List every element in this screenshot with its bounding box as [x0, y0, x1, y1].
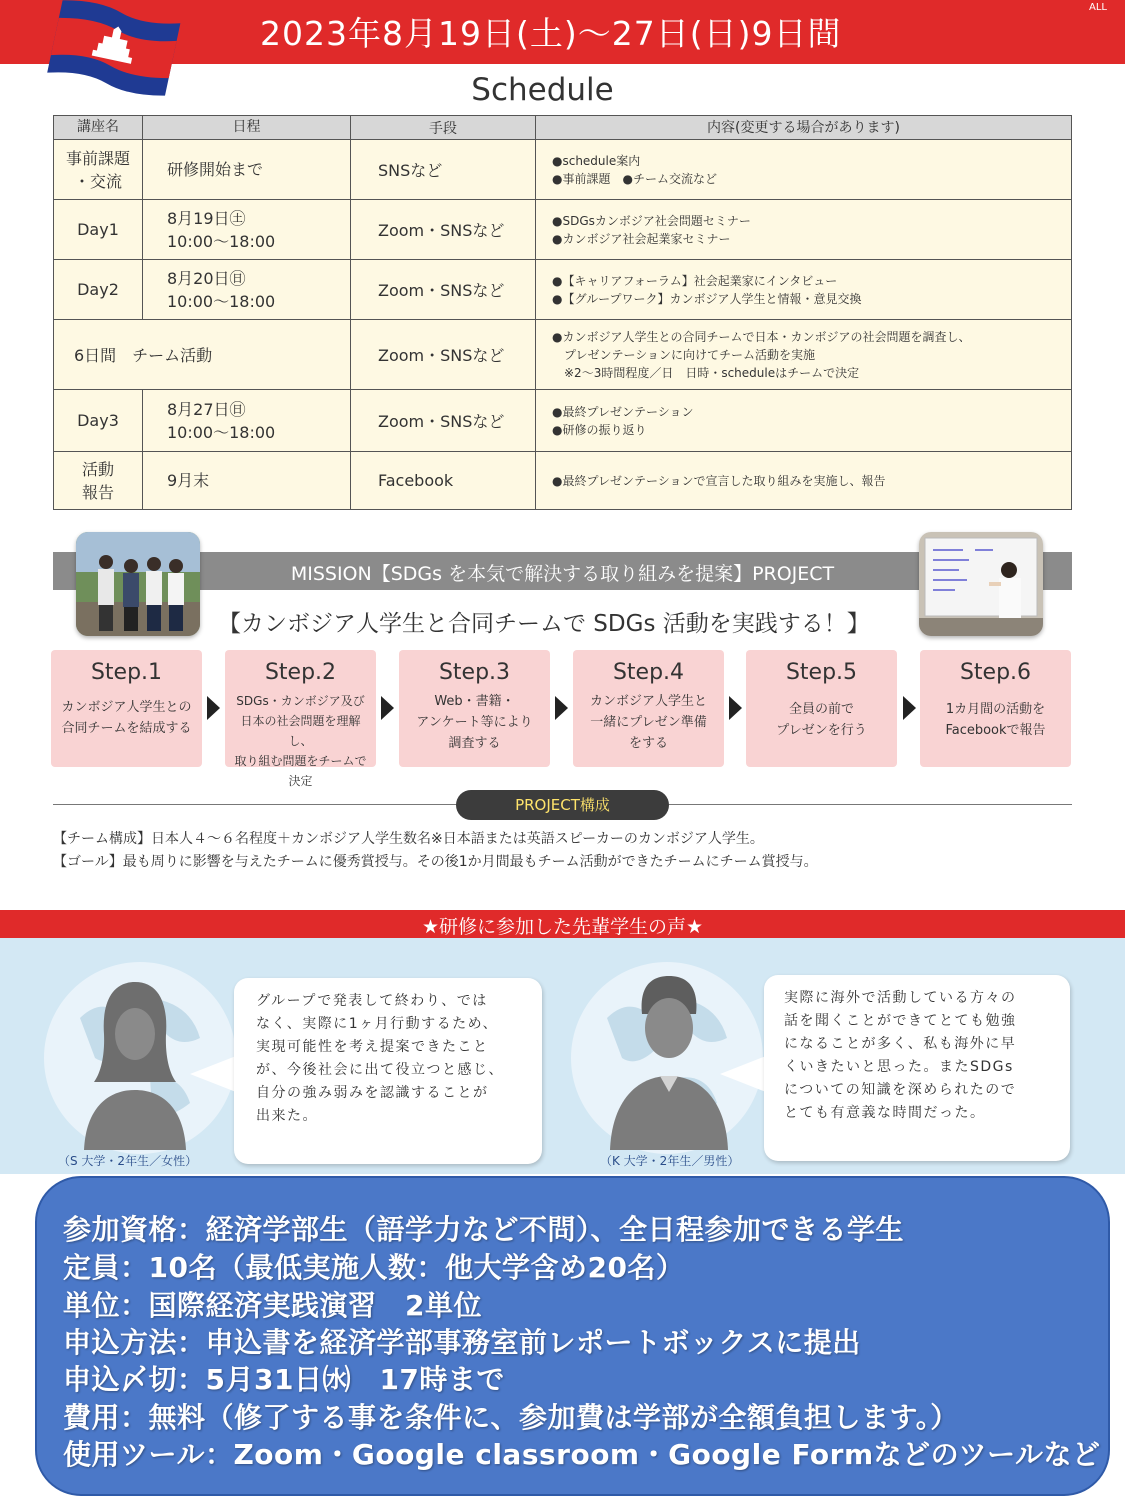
team-composition: 【チーム構成】日本人４～６名程度＋カンボジア人学生数名※日本語または英語スピーカーのカンボジア人学生。 — [53, 831, 764, 847]
column-header: 内容(変更する場合があります) — [536, 116, 1072, 140]
arrow-right-icon — [903, 696, 916, 720]
row-content — [536, 200, 1072, 260]
row-means: Zoom・SNSなど — [351, 390, 536, 452]
mission-title: MISSION【SDGs を本気で解決する取り組みを提案】PROJECT — [290, 563, 835, 585]
step-label: Step.2 — [264, 660, 337, 685]
row-date: 8月19日㊏ 10:00～18:00 — [143, 200, 351, 260]
cost: 費用：無料（修了する事を条件に、参加費は学部が全額負担します。） — [63, 1401, 959, 1434]
voices-title: ★研修に参加した先輩学生の声★ — [421, 916, 704, 938]
row-content — [536, 320, 1072, 390]
row-means: Facebook — [351, 452, 536, 510]
bubble-tail — [720, 1056, 766, 1092]
content-line: ●カンボジア人学生との合同チームで日本・カンボジアの社会問題を調査し、 — [552, 329, 971, 344]
row-content — [536, 260, 1072, 320]
step-desc: カンボジア人学生と 一緒にプレゼン準備 をする — [589, 694, 707, 751]
bubble-tail — [190, 1056, 236, 1092]
row-name: 活動 報告 — [54, 452, 143, 510]
step-desc: Web・書籍・ アンケート等により 調査する — [416, 694, 533, 751]
row-merged: 6日間 チーム活動 — [54, 320, 351, 390]
row-date: 8月27日㊐ 10:00～18:00 — [143, 390, 351, 452]
goal-text: 【ゴール】最も周りに影響を与えたチームに優秀賞授与。その後1か月間最もチーム活動ができたチームにチーム賞授与。 — [53, 854, 818, 870]
step-desc: 1カ月間の活動を Facebookで報告 — [945, 702, 1046, 738]
voice-bubble-2: 実際に海外で活動している方々の 話を聞くことができてとても勉強 になることが多く、私も海外に早 くいきたいと思った。またSDGs についての知識を深められたので とても有意義な時間だった。 — [764, 975, 1070, 1161]
row-content — [536, 140, 1072, 200]
voice-caption-2: （K 大学・2年生／男性） — [600, 1154, 740, 1168]
male-avatar-icon — [604, 970, 734, 1150]
tools: 使用ツール：Zoom・Google classroom・Google Formなどのツールなど — [63, 1438, 1101, 1471]
row-content — [536, 452, 1072, 510]
row-date: 8月20日㊐ 10:00～18:00 — [143, 260, 351, 320]
table-row — [54, 452, 1072, 510]
credits: 単位：国際経済実践演習 2単位 — [63, 1289, 482, 1322]
step-desc: SDGs・カンボジア及び 日本の社会問題を理解し、 取り組む問題をチームで決定 — [234, 694, 367, 788]
table-row — [54, 140, 1072, 200]
row-name: Day2 — [54, 260, 143, 320]
row-name: Day1 — [54, 200, 143, 260]
schedule-table — [53, 115, 1072, 510]
row-means: SNSなど — [351, 140, 536, 200]
capacity: 定員：10名（最低実施人数：他大学含め20名） — [63, 1251, 685, 1284]
step-desc: カンボジア人学生との 合同チームを結成する — [61, 700, 192, 736]
schedule-title: Schedule — [471, 72, 614, 108]
table-header-row — [54, 116, 1072, 140]
step-card-1 — [51, 650, 202, 767]
row-date: 研修開始まで — [143, 140, 351, 200]
table-row — [54, 320, 1072, 390]
step-card-6 — [920, 650, 1071, 767]
eligibility: 参加資格：経済学部生（語学力など不問）、全日程参加できる学生 — [63, 1213, 905, 1246]
content-line: ●カンボジア社会起業家セミナー — [552, 231, 731, 246]
content-line: ●事前課題 ●チーム交流など — [552, 171, 717, 186]
content-line: ●研修の振り返り — [552, 422, 647, 437]
content-line: ※2～3時間程度／日 日時・scheduleはチームで決定 — [552, 365, 860, 380]
students-photo — [76, 532, 200, 636]
content-line: ●最終プレゼンテーションで宣言した取り組みを実施し、報告 — [552, 473, 886, 488]
content-line: ●schedule案内 — [552, 153, 641, 168]
table-row — [54, 260, 1072, 320]
content-line: ●【グループワーク】カンボジア人学生と情報・意見交換 — [552, 291, 862, 306]
corner-label: ALL — [1089, 2, 1107, 13]
presentation-photo — [919, 532, 1043, 636]
step-label: Step.1 — [90, 660, 163, 685]
row-means: Zoom・SNSなど — [351, 260, 536, 320]
event-date: 2023年8月19日(土)～27日(日)9日間 — [260, 14, 842, 53]
step-card-3 — [399, 650, 550, 767]
row-name: 事前課題 ・交流 — [54, 140, 143, 200]
row-means: Zoom・SNSなど — [351, 200, 536, 260]
step-card-4 — [573, 650, 724, 767]
step-label: Step.5 — [785, 660, 858, 685]
content-line: ●最終プレゼンテーション — [552, 404, 694, 419]
content-line: プレゼンテーションに向けてチーム活動を実施 — [552, 347, 816, 362]
application-method: 申込方法：申込書を経済学部事務室前レポートボックスに提出 — [63, 1326, 861, 1359]
table-row — [54, 390, 1072, 452]
content-line: ●【キャリアフォーラム】社会起業家にインタビュー — [552, 273, 838, 288]
step-card-2 — [225, 650, 376, 788]
step-label: Step.6 — [959, 660, 1032, 685]
step-card-5 — [746, 650, 897, 767]
row-content — [536, 390, 1072, 452]
arrow-right-icon — [729, 696, 742, 720]
content-line: ●SDGsカンボジア社会問題セミナー — [552, 213, 751, 228]
column-header: 日程 — [143, 116, 351, 140]
arrow-right-icon — [207, 696, 220, 720]
row-date: 9月末 — [143, 452, 351, 510]
voice-caption-1: （S 大学・2年生／女性） — [58, 1154, 198, 1168]
arrow-right-icon — [555, 696, 568, 720]
project-pill: PROJECT構成 — [456, 790, 669, 820]
column-header: 手段 — [351, 116, 536, 140]
step-label: Step.4 — [612, 660, 685, 685]
table-row — [54, 200, 1072, 260]
mission-subtitle: 【カンボジア人学生と合同チームで SDGs 活動を実践する！】 — [218, 611, 870, 637]
deadline: 申込〆切：5月31日㈬ 17時まで — [63, 1363, 505, 1396]
female-avatar-icon — [80, 978, 190, 1150]
voice-bubble-1: グループで発表して終わり、では なく、実際に1ヶ月行動するため、 実現可能性を考え提案できたこと が、今後社会に出て役立つと感じ、 自分の強み弱みを認識することが 出来た。 — [234, 978, 542, 1164]
step-desc: 全員の前で プレゼンを行う — [776, 702, 867, 738]
arrow-right-icon — [381, 696, 394, 720]
row-name: Day3 — [54, 390, 143, 452]
step-label: Step.3 — [438, 660, 511, 685]
column-header: 講座名 — [54, 116, 143, 140]
row-means: Zoom・SNSなど — [351, 320, 536, 390]
